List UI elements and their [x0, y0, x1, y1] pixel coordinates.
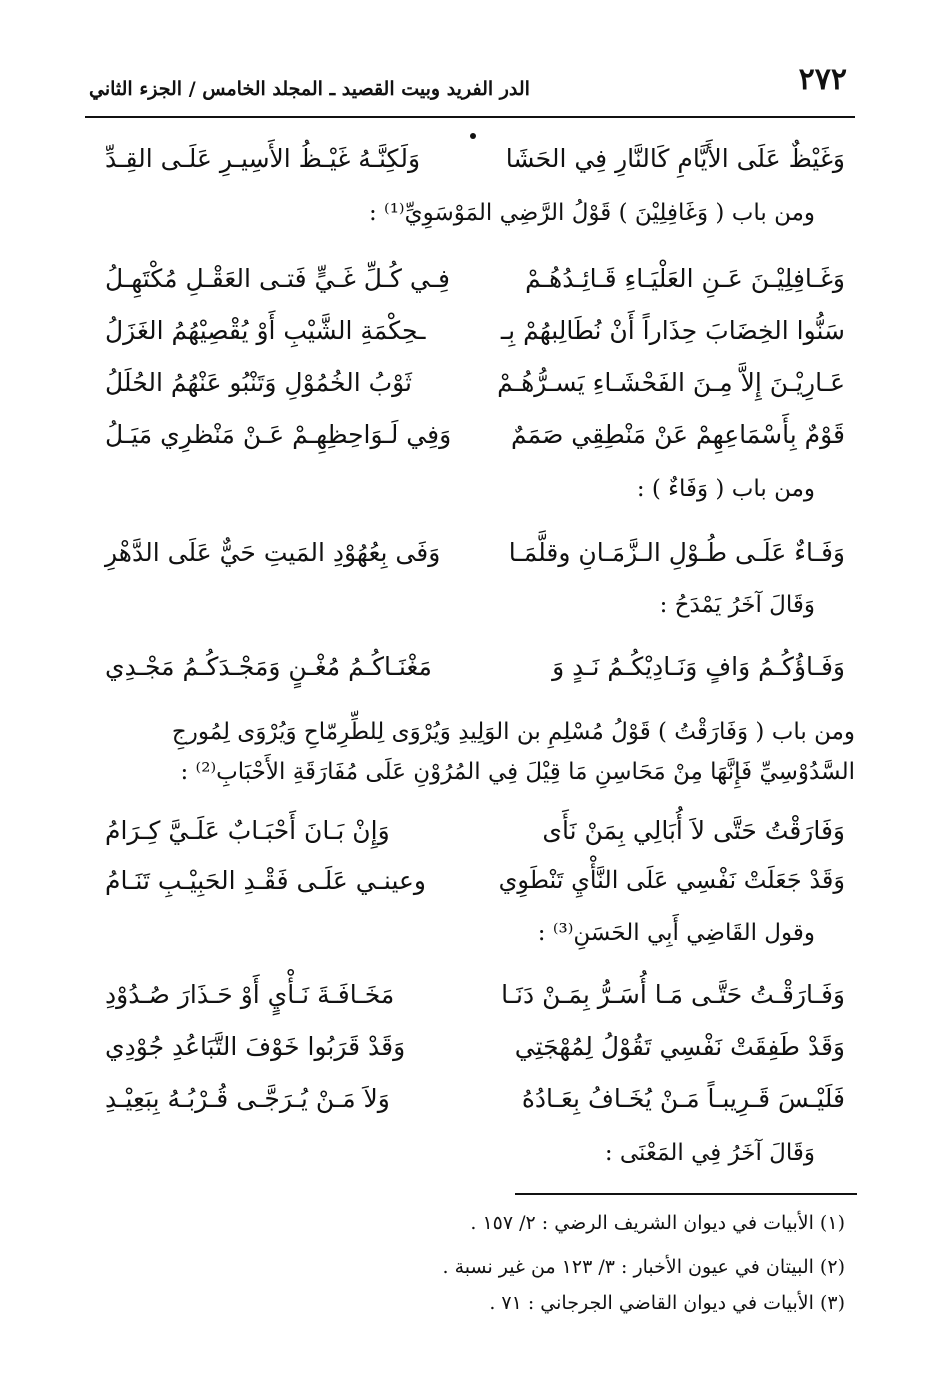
first-hemistich: وَفَـاؤُكُـمُ وَافٍ وَنَـادِيْكُـمُ نَـدٍ وَ [552, 652, 845, 681]
first-hemistich: وَفَـارَقْـتُ حَتَّـى مَـا أُسَـرُّ بِمَـنْ دَنَـا [501, 980, 845, 1009]
verse-line [85, 808, 855, 860]
verse-line [85, 1076, 855, 1128]
verse-line [85, 644, 855, 696]
first-hemistich: وَغَـافِلِيْـنَ عَـنِ العَلْيَـاءِ قَـائِـدُهُـمْ [525, 264, 845, 293]
verse-line [85, 360, 855, 412]
section-intro-text: وَقَالَ آخَرُ فِي المَعْنَى : [604, 1140, 815, 1166]
footnote-rule [515, 1193, 857, 1195]
verse-line [85, 412, 855, 464]
section-intro-text: ومن باب ( وَفَاءٌ ) : [636, 476, 815, 502]
section-intro-text: وقول القَاضِي أَبِي الحَسَنِ⁽³⁾ : [537, 920, 815, 946]
section-intro [85, 476, 855, 502]
section-intro [85, 200, 855, 226]
second-hemistich: ـحِكْمَةِ الشَّيْبِ أَوْ يُقْصِيْهُمُ الغَزَلُ [105, 316, 426, 345]
first-hemistich: وَقَدْ طَفِقَتْ نَفْسِي تَقُوْلُ لِمُهْجَتِي [514, 1032, 845, 1061]
second-hemistich: وَلاَ مَـنْ يُـرَجَّـى قُـرْبُـهُ بِبَعِيْـدِ [105, 1084, 390, 1113]
first-hemistich: وَقَدْ جَعَلَتْ نَفْسِي عَلَى النَّأْيِ تَنْطَوِي [498, 866, 845, 894]
running-header [85, 58, 855, 114]
verse-line [85, 858, 855, 910]
second-hemistich: فِـي كُـلِّ غَـيٍّ فَتـى العَقْـلِ مُكْتَهِـلُ [105, 264, 450, 293]
verse-line [85, 136, 855, 188]
verse-line [85, 256, 855, 308]
second-hemistich: مَغْنَـاكُـمُ مُغْـنٍ وَمَجْـدَكُـمُ مَجْـدِي [105, 652, 432, 681]
paragraph-line: ومن باب ( وَفَارَقْتُ ) قَوْلُ مُسْلِمِ بن الوَلِيدِ وَيُرْوَى لِلطِّرِمّاحِ وَيُرْوَى لِمُورجِ [171, 719, 855, 745]
header-rule [85, 116, 855, 118]
second-hemistich: وَفَى بِعُهُوْدِ المَيتِ حَيٌّ عَلَى الدَّهْرِ [105, 538, 441, 567]
verse-line [85, 530, 855, 582]
section-intro-text: وَقَالَ آخَرُ يَمْدَحُ : [659, 592, 815, 618]
second-hemistich: وَقَدْ قَرَبُوا خَوْفَ التَّبَاعُدِ جُوْدِي [105, 1032, 406, 1061]
footnote: (١) الأبيات في ديوان الشريف الرضي : ٢/ ١٥٧ . [470, 1212, 845, 1234]
section-intro [85, 920, 855, 946]
second-hemistich: مَخَـافَـةَ نَـأْيٍ أَوْ حَـذَارَ صُـدُوْدِ [105, 980, 395, 1009]
verse-line [85, 1024, 855, 1076]
section-intro-text: ومن باب ( وَغَافِلِيْنَ ) قَوْلُ الرَّضِي المَوْسَوِيِّ⁽¹⁾ : [368, 200, 815, 226]
second-hemistich: وعينـي عَلَـى فَقْـدِ الحَبِيْـبِ تَنَـامُ [105, 866, 427, 895]
section-intro [85, 1140, 855, 1166]
footnote: (٢) البيتان في عيون الأخبار : ٣/ ١٢٣ من غير نسبة . [442, 1256, 845, 1278]
second-hemistich: وَإِنْ بَـانَ أَحْبَـابٌ عَلَـيَّ كِـرَامُ [105, 816, 390, 845]
first-hemistich: قَوْمٌ بِأَسْمَاعِهِمْ عَنْ مَنْطِقِي صَمَمٌ [511, 420, 845, 449]
first-hemistich: عَـارِيْـنَ إِلاَّ مِـنَ الفَحْشَـاءِ يَسـرُّهُـمْ [497, 368, 845, 397]
second-hemistich: وَفِي لَـوَاحِظِهِـمْ عَـنْ مَنْظرِي مَيَـلُ [105, 420, 452, 449]
first-hemistich: وَغَيْظٌ عَلَى الأَيَّامِ كَالنَّارِ فِي الحَشَا [505, 144, 845, 173]
running-title: الدر الفريد وبيت القصيد ـ المجلد الخامس / الجزء الثاني [89, 78, 530, 100]
verse-line [85, 972, 855, 1024]
second-hemistich: وَلَكِنَّـهُ غَيْـظُ الأَسِيـرِ عَلَـى القِـدِّ [105, 144, 421, 173]
first-hemistich: سَنُّوا الخِضَابَ حِذَاراً أَنْ نُطَالِبهُمْ بِـ [500, 316, 845, 345]
first-hemistich: وَفَارَقْتُ حَتَّى لاَ أُبَالِي بِمَنْ نَأَى [542, 816, 845, 845]
verse-line [85, 308, 855, 360]
section-intro [85, 592, 855, 618]
first-hemistich: وَفَـاءٌ عَلَـى طُـوْلِ الـزَّمَـانِ وقلَّمَـا [508, 538, 845, 567]
second-hemistich: ثَوْبُ الخُمُوْلِ وَتَنْبُو عَنْهُمُ الحُلَلُ [105, 368, 412, 397]
footnote: (٣) الأبيات في ديوان القاضي الجرجاني : ٧١ . [489, 1292, 845, 1314]
first-hemistich: فَلَيْـسَ قَـرِيبـاً مَـنْ يُخَـافُ بِعَـادُهُ [521, 1084, 845, 1113]
page-number: ٢٧٢ [798, 62, 847, 97]
paragraph-line: السَّدُوْسِيِّ فَإِنَّهَا مِنْ مَحَاسِنِ مَا قِيْلَ فِي المُرُوْنِ عَلَى مُفَارَقَةِ الأَحْبَابِ⁽²⁾ : [180, 759, 855, 785]
section-intro-paragraph [85, 712, 855, 792]
